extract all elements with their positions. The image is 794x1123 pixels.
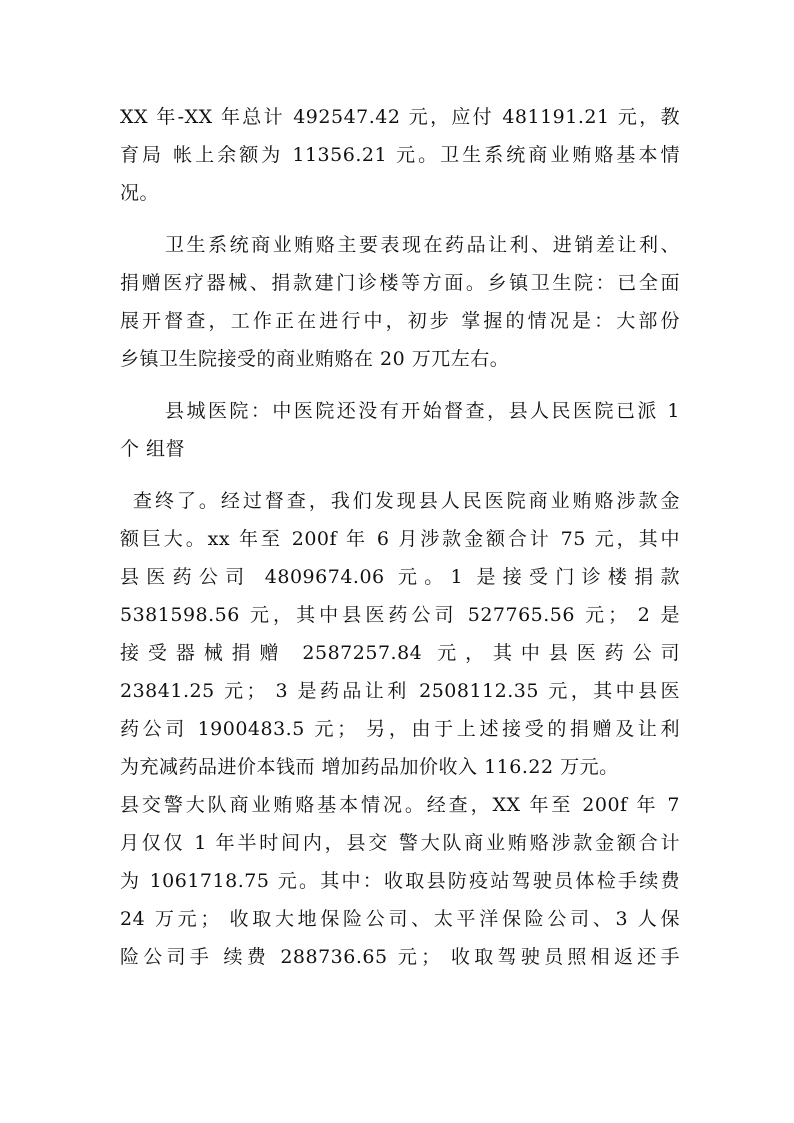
text-line-4: 卫生系统商业贿赂主要表现在药品让利、进销差让利、 bbox=[165, 234, 680, 256]
text-line-11: 额巨大。xx 年至 200f 年 6 月涉款金额合计 75 元，其中 bbox=[120, 528, 680, 550]
text-line-16: 药公司 1900483.5 元； 另，由于上述接受的捐赠及让利 bbox=[120, 718, 680, 740]
text-line-14: 接受器械捐赠 2587257.84 元，其中县医药公司 bbox=[120, 642, 680, 664]
text-line-21: 24 万元； 收取大地保险公司、太平洋保险公司、3 人保 bbox=[120, 908, 680, 930]
text-line-20: 为 1061718.75 元。其中：收取县防疫站驾驶员体检手续费 bbox=[120, 870, 680, 892]
text-line-22: 险公司手 续费 288736.65 元； 收取驾驶员照相返还手 bbox=[120, 946, 680, 968]
text-line-3: 况。 bbox=[120, 182, 160, 204]
text-line-17: 为充减药品进价本钱而 增加药品加价收入 116.22 万元。 bbox=[120, 756, 619, 778]
text-line-7: 乡镇卫生院接受的商业贿赂在 20 万兀左右。 bbox=[120, 348, 510, 370]
text-line-12: 县医药公司 4809674.06 元。1 是接受门诊楼捐款 bbox=[120, 566, 680, 588]
text-line-2: 育局 帐上余额为 11356.21 元。卫生系统商业贿赂基本情 bbox=[120, 144, 680, 166]
text-line-6: 展开督查，工作正在进行中，初步 掌握的情况是：大部份 bbox=[120, 310, 680, 332]
text-line-13: 5381598.56 元，其中县医药公司 527765.56 元； 2 是 bbox=[120, 604, 680, 626]
text-line-5: 捐赠医疗器械、捐款建门诊楼等方面。乡镇卫生院：已全面 bbox=[120, 272, 680, 294]
text-line-19: 月仅仅 1 年半时间内，县交 警大队商业贿赂涉款金额合计 bbox=[120, 832, 680, 854]
text-line-9: 个 组督 bbox=[120, 438, 186, 460]
text-line-10: 查终了。经过督查，我们发现县人民医院商业贿赂涉款金 bbox=[133, 490, 680, 512]
text-line-15: 23841.25 元； 3 是药品让利 2508112.35 元，其中县医 bbox=[120, 680, 680, 702]
text-line-18: 县交警大队商业贿赂基本情况。经查，XX 年至 200f 年 7 bbox=[120, 794, 680, 816]
text-line-1: XX 年-XX 年总计 492547.42 元，应付 481191.21 元，教 bbox=[120, 106, 680, 128]
text-line-8: 县城医院：中医院还没有开始督查，县人民医院已派 1 bbox=[165, 400, 680, 422]
